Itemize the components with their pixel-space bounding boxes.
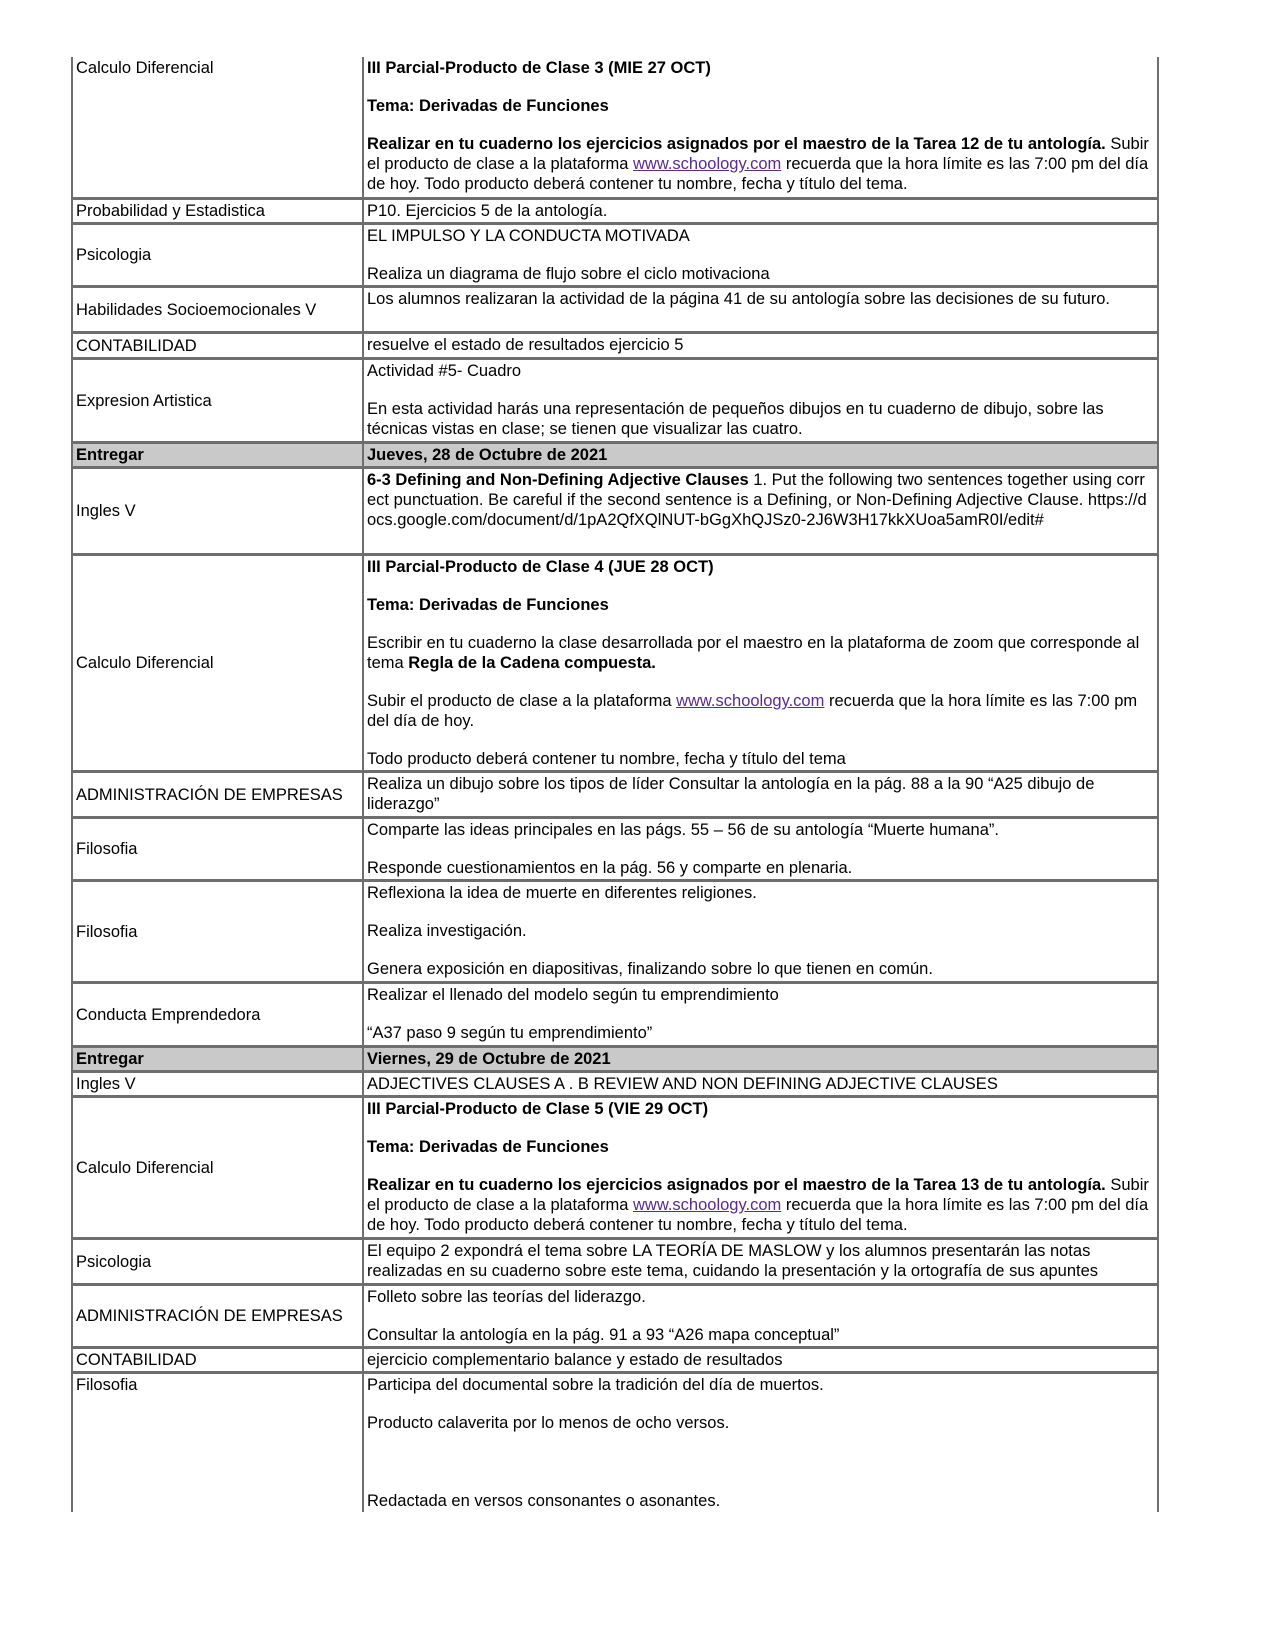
task-title: 6-3 Defining and Non-Defining Adjective Clauses — [367, 471, 749, 489]
table-row — [71, 879, 1159, 981]
task-cell — [362, 981, 1159, 1045]
subject-name: CONTABILIDAD — [76, 336, 197, 355]
task-text: Realiza investigación. — [367, 922, 527, 940]
subject-cell — [71, 1371, 362, 1512]
task-text: Producto calaverita por lo menos de ocho versos. — [367, 1414, 730, 1432]
subject-cell — [71, 879, 362, 981]
task-cell — [362, 1237, 1159, 1283]
table-row — [71, 1346, 1159, 1371]
task-topic: Tema: Derivadas de Funciones — [367, 97, 609, 115]
subject-cell — [71, 357, 362, 441]
table-row — [71, 285, 1159, 331]
task-text: Redactada en versos consonantes o asonantes. — [367, 1492, 721, 1510]
task-text: Responde cuestionamientos en la pág. 56 y comparte en plenaria. — [367, 859, 853, 877]
task-text: resuelve el estado de resultados ejercicio 5 — [367, 336, 684, 354]
subject-name: Calculo Diferencial — [76, 59, 214, 77]
task-text: Todo producto deberá contener tu nombre, fecha y título del tema — [367, 750, 846, 768]
task-text: Reflexiona la idea de muerte en diferentes religiones. — [367, 884, 757, 902]
subject-cell — [71, 816, 362, 879]
task-cell — [362, 1346, 1159, 1371]
day-date: Jueves, 28 de Octubre de 2021 — [362, 441, 1159, 466]
subject-name: ADMINISTRACIÓN DE EMPRESAS — [76, 1307, 343, 1325]
schoology-link[interactable]: www.schoology.com — [676, 692, 825, 710]
table-row — [71, 357, 1159, 441]
subject-cell — [71, 197, 362, 222]
subject-cell — [71, 1237, 362, 1283]
task-title: III Parcial-Producto de Clase 5 (VIE 29 OCT) — [367, 1100, 709, 1118]
deliver-label: Entregar — [71, 1045, 362, 1070]
task-instructions-bold: Realizar en tu cuaderno los ejercicios asignados por el maestro de la Tarea 12 de tu antología. — [367, 135, 1106, 153]
subject-name: Probabilidad y Estadistica — [76, 202, 265, 220]
table-row — [71, 1070, 1159, 1095]
subject-cell — [71, 1283, 362, 1346]
task-instructions: Subir el producto de clase a la plataforma — [367, 135, 1149, 173]
day-date: Viernes, 29 de Octubre de 2021 — [362, 1045, 1159, 1070]
table-row — [71, 981, 1159, 1045]
table-row — [71, 222, 1159, 285]
task-cell — [362, 57, 1159, 197]
table-row — [71, 331, 1159, 357]
task-text: El equipo 2 expondrá el tema sobre LA TEORÍA DE MASLOW y los alumnos presentarán las notas realizadas en su cuaderno sobre este tema, cuidando la presentación y la ortografía de sus apuntes — [367, 1242, 1099, 1280]
task-text: Consultar la antología en la pág. 91 a 93 “A26 mapa conceptual” — [367, 1326, 840, 1344]
subject-cell — [71, 285, 362, 331]
table-row — [71, 466, 1159, 553]
task-instructions-end: recuerda que la hora límite es las 7:00 pm del día de hoy. Todo producto deberá contener tu nombre, fecha y título del tema. — [367, 155, 1149, 193]
task-text: Participa del documental sobre la tradición del día de muertos. — [367, 1376, 824, 1394]
task-cell — [362, 553, 1159, 770]
assignments-table — [71, 57, 1159, 1512]
subject-cell — [71, 553, 362, 770]
task-text: Comparte las ideas principales en las págs. 55 – 56 de su antología “Muerte humana”. — [367, 821, 999, 839]
subject-cell — [71, 1070, 362, 1095]
task-text: Realizar el llenado del modelo según tu emprendimiento — [367, 986, 779, 1004]
subject-cell — [71, 981, 362, 1045]
subject-cell — [71, 466, 362, 553]
subject-name: Ingles V — [76, 1075, 136, 1093]
task-cell — [362, 222, 1159, 285]
schoology-link[interactable]: www.schoology.com — [633, 1196, 782, 1214]
task-text: Subir el producto de clase a la plataforma — [367, 692, 677, 710]
task-cell — [362, 1070, 1159, 1095]
task-cell — [362, 331, 1159, 357]
task-text: Realiza un dibujo sobre los tipos de líder Consultar la antología en la pág. 88 a la 90 “A25 dibujo de liderazgo” — [367, 775, 1095, 813]
homework-schedule — [71, 57, 1159, 1512]
task-text: Los alumnos realizaran la actividad de la página 41 de su antología sobre las decisiones de su futuro. — [367, 290, 1110, 308]
task-text: EL IMPULSO Y LA CONDUCTA MOTIVADA — [367, 227, 690, 245]
subject-name: Ingles V — [76, 502, 136, 520]
task-text: ejercicio complementario balance y estado de resultados — [367, 1351, 783, 1369]
task-text: Escribir en tu cuaderno la clase desarrollada por el maestro en la plataforma de zoom que corresponde al tema — [367, 634, 1140, 672]
table-row — [71, 553, 1159, 770]
subject-name: Expresion Artistica — [76, 391, 212, 410]
task-cell — [362, 466, 1159, 553]
table-row — [71, 770, 1159, 816]
task-title: III Parcial-Producto de Clase 4 (JUE 28 OCT) — [367, 558, 714, 576]
day-header-row — [71, 1045, 1159, 1070]
task-cell — [362, 357, 1159, 441]
subject-name: Calculo Diferencial — [76, 654, 214, 672]
task-text: “A37 paso 9 según tu emprendimiento” — [367, 1024, 653, 1042]
table-row — [71, 1237, 1159, 1283]
task-cell — [362, 1371, 1159, 1512]
task-instructions: Subir el producto de clase a la plataforma — [367, 1176, 1149, 1214]
task-cell — [362, 770, 1159, 816]
task-cell — [362, 879, 1159, 981]
task-cell — [362, 816, 1159, 879]
task-text: recuerda que la hora límite es las 7:00 pm del día de hoy. — [367, 692, 1138, 730]
task-topic-bold: Regla de la Cadena compuesta. — [408, 654, 656, 672]
deliver-label: Entregar — [71, 441, 362, 466]
day-header-row — [71, 441, 1159, 466]
subject-name: Psicologia — [76, 1252, 152, 1271]
task-text: Actividad #5- Cuadro — [367, 362, 522, 380]
task-cell — [362, 197, 1159, 222]
subject-cell — [71, 1095, 362, 1237]
task-topic: Tema: Derivadas de Funciones — [367, 596, 609, 614]
table-row — [71, 1095, 1159, 1237]
task-text: 1. Put the following two sentences together using correct punctuation. Be careful if the second sentence is a Defining, or Non-Defining Adjective Clause. https://docs.google.com/document/d/1pA2QfXQlNUT-bGgXhQJSz0-2J6W3H17kkXUoa5amR0I/edit# — [367, 471, 1147, 529]
subject-cell — [71, 57, 362, 197]
task-instructions-end: recuerda que la hora límite es las 7:00 pm del día de hoy. Todo producto deberá contener tu nombre, fecha y título del tema. — [367, 1196, 1149, 1234]
subject-name: ADMINISTRACIÓN DE EMPRESAS — [76, 785, 343, 804]
task-cell — [362, 1095, 1159, 1237]
task-text: Realiza un diagrama de flujo sobre el ciclo motivaciona — [367, 265, 770, 283]
subject-name: Calculo Diferencial — [76, 1158, 214, 1177]
task-text: Genera exposición en diapositivas, finalizando sobre lo que tienen en común. — [367, 960, 933, 978]
task-cell — [362, 1283, 1159, 1346]
subject-name: CONTABILIDAD — [76, 1351, 197, 1369]
task-text: ADJECTIVES CLAUSES A . B REVIEW AND NON DEFINING ADJECTIVE CLAUSES — [367, 1075, 998, 1093]
subject-name: Habilidades Socioemocionales V — [76, 300, 317, 319]
subject-cell — [71, 222, 362, 285]
task-instructions-bold: Realizar en tu cuaderno los ejercicios asignados por el maestro de la Tarea 13 de tu antología. — [367, 1176, 1106, 1194]
table-row — [71, 1283, 1159, 1346]
subject-name: Filosofia — [76, 922, 138, 941]
subject-cell — [71, 770, 362, 816]
task-cell — [362, 285, 1159, 331]
task-title: III Parcial-Producto de Clase 3 (MIE 27 OCT) — [367, 59, 711, 77]
table-row — [71, 197, 1159, 222]
subject-name: Conducta Emprendedora — [76, 1005, 261, 1024]
subject-name: Filosofia — [76, 840, 138, 858]
task-topic: Tema: Derivadas de Funciones — [367, 1138, 609, 1156]
schoology-link[interactable]: www.schoology.com — [633, 155, 782, 173]
subject-cell — [71, 1346, 362, 1371]
table-row — [71, 1371, 1159, 1512]
task-text: En esta actividad harás una representación de pequeños dibujos en tu cuaderno de dibujo, sobre las técnicas vistas en clase; se tienen que visualizar las cuatro. — [367, 400, 1104, 438]
task-text: P10. Ejercicios 5 de la antología. — [367, 202, 608, 220]
table-row — [71, 57, 1159, 197]
subject-name: Psicologia — [76, 246, 152, 264]
table-row — [71, 816, 1159, 879]
subject-name: Filosofia — [76, 1376, 138, 1394]
subject-cell — [71, 331, 362, 357]
task-text: Folleto sobre las teorías del liderazgo. — [367, 1288, 646, 1306]
